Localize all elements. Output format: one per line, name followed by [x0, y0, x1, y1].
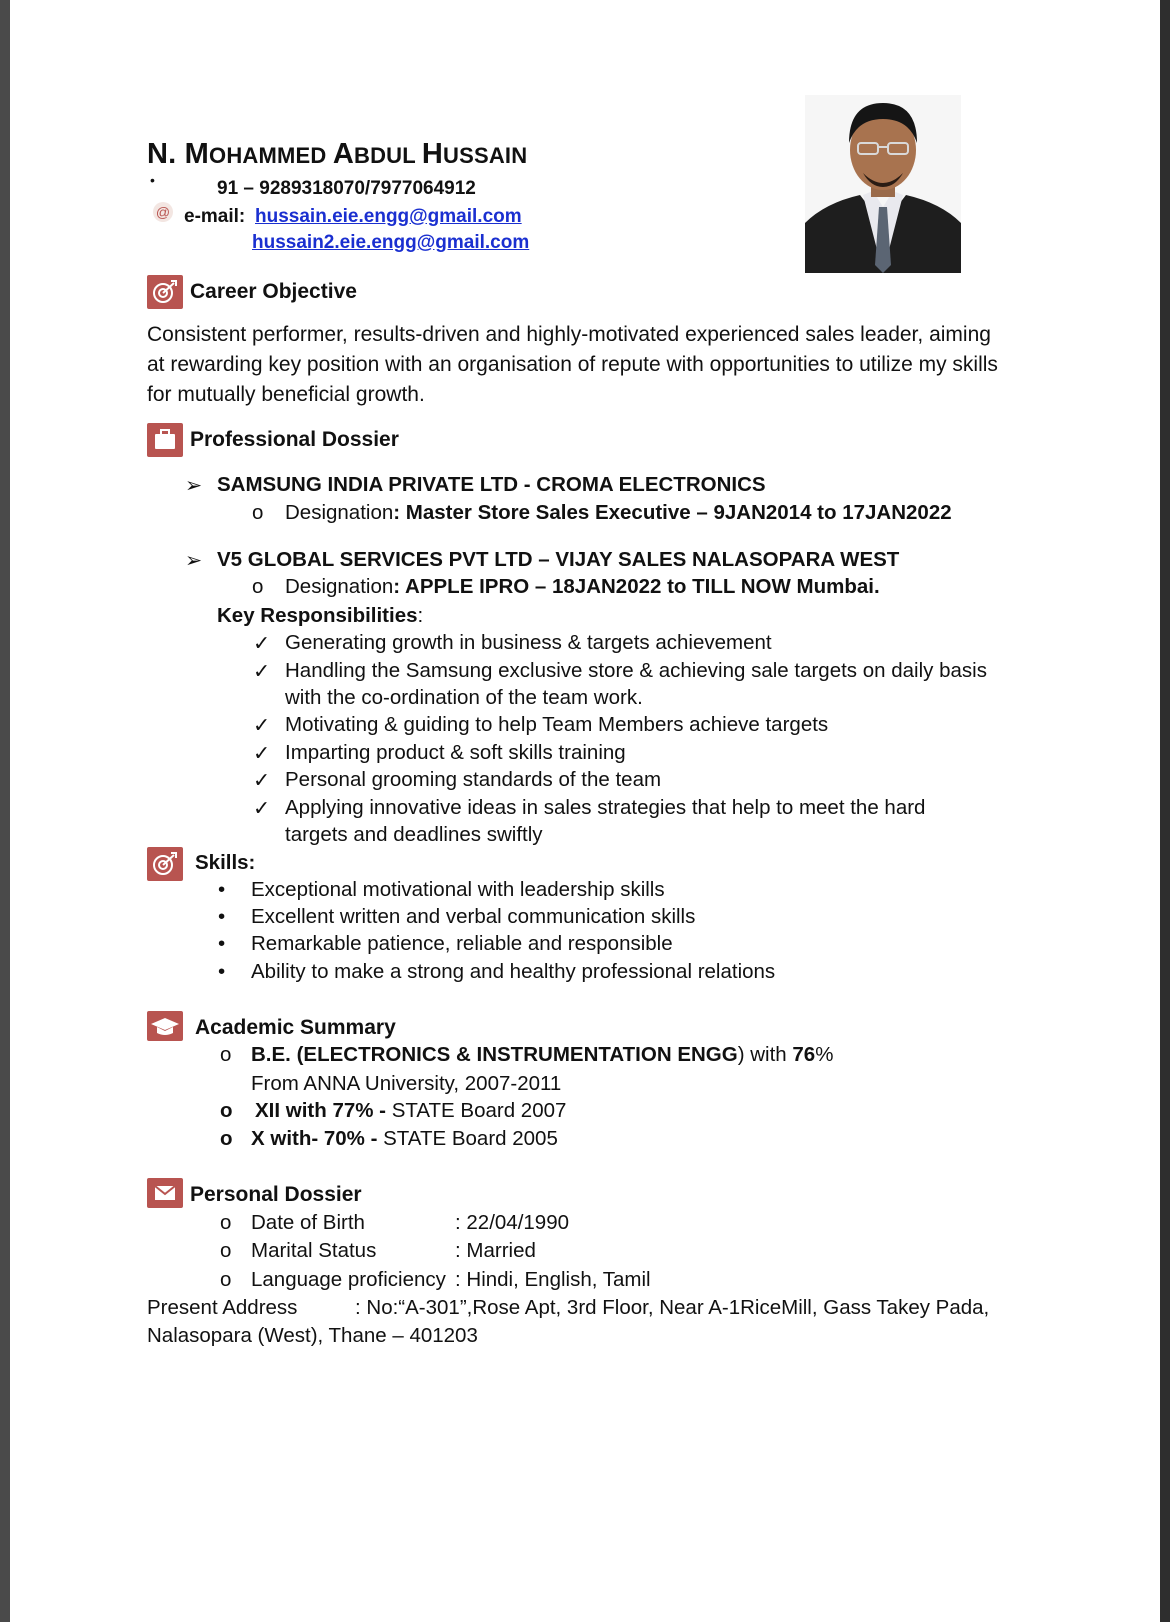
- personal-label: Language proficiency: [251, 1268, 446, 1291]
- check-icon: ✓: [253, 797, 271, 820]
- phone-bullet: •: [150, 172, 155, 188]
- dot-bullet: •: [218, 932, 226, 955]
- email-link-2[interactable]: hussain2.eie.engg@gmail.com: [252, 232, 530, 253]
- circle-bullet: o: [220, 1127, 233, 1150]
- personal-label: Date of Birth: [251, 1211, 365, 1234]
- skills-title: Skills:: [195, 851, 256, 874]
- check-icon: ✓: [253, 632, 271, 655]
- circle-bullet: o: [252, 501, 264, 524]
- profile-photo-image: [805, 95, 961, 273]
- check-icon: ✓: [253, 769, 271, 792]
- skill-item: Ability to make a strong and healthy professional relations: [251, 960, 776, 983]
- personal-dossier-title: Personal Dossier: [190, 1183, 362, 1206]
- envelope-icon: [147, 1178, 183, 1208]
- skill-item: Excellent written and verbal communication skills: [251, 905, 696, 928]
- degree-x: X with- 70% - STATE Board 2005: [251, 1127, 558, 1150]
- job-designation: Designation: APPLE IPRO – 18JAN2022 to TILL NOW Mumbai.: [285, 575, 880, 598]
- personal-value: : Hindi, English, Tamil: [455, 1268, 651, 1291]
- check-icon: ✓: [253, 714, 271, 737]
- company-name: V5 GLOBAL SERVICES PVT LTD – VIJAY SALES NALASOPARA WEST: [217, 548, 900, 571]
- email-label: e-mail:: [184, 206, 246, 227]
- briefcase-icon: [147, 423, 183, 457]
- dot-bullet: •: [218, 878, 226, 901]
- address-line-1: : No:“A-301”,Rose Apt, 3rd Floor, Near A-1RiceMill, Gass Takey Pada,: [355, 1296, 990, 1319]
- target-icon: [147, 847, 183, 881]
- skill-item: Remarkable patience, reliable and responsible: [251, 932, 673, 955]
- arrow-bullet: ➢: [185, 549, 203, 572]
- responsibility-item: Generating growth in business & targets achievement: [285, 631, 772, 654]
- degree-be: B.E. (ELECTRONICS & INSTRUMENTATION ENGG) with 76%: [251, 1043, 834, 1066]
- address-line-2: Nalasopara (West), Thane – 401203: [147, 1324, 478, 1347]
- responsibility-item-continued: with the co-ordination of the team work.: [285, 686, 643, 709]
- professional-dossier-title: Professional Dossier: [190, 428, 399, 451]
- dot-bullet: •: [218, 960, 226, 983]
- dot-bullet: •: [218, 905, 226, 928]
- arrow-bullet: ➢: [185, 474, 203, 497]
- responsibility-item: Motivating & guiding to help Team Members achieve targets: [285, 713, 829, 736]
- personal-value: : 22/04/1990: [455, 1211, 569, 1234]
- circle-bullet: o: [220, 1211, 232, 1234]
- check-icon: ✓: [253, 660, 271, 683]
- company-name: SAMSUNG INDIA PRIVATE LTD - CROMA ELECTRONICS: [217, 473, 766, 496]
- phone-number: 91 – 9289318070/7977064912: [217, 178, 476, 199]
- at-icon: @: [153, 202, 173, 222]
- responsibility-item: Applying innovative ideas in sales strategies that help to meet the hard: [285, 796, 926, 819]
- degree-be-university: From ANNA University, 2007-2011: [251, 1072, 562, 1095]
- graduation-cap-icon: [147, 1011, 183, 1041]
- responsibility-item: Personal grooming standards of the team: [285, 768, 662, 791]
- career-objective-text: Consistent performer, results-driven and highly-motivated experienced sales leader, aiming at rewarding key position with an organisation of repute with opportunities to utilize my skills for mutually beneficial growth.: [147, 323, 998, 406]
- target-icon: [147, 275, 183, 309]
- personal-value: : Married: [455, 1239, 536, 1262]
- circle-bullet: o: [220, 1268, 232, 1291]
- circle-bullet: o: [252, 575, 264, 598]
- academic-summary-title: Academic Summary: [195, 1016, 396, 1039]
- address-label: Present Address: [147, 1296, 298, 1319]
- job-designation: Designation: Master Store Sales Executive – 9JAN2014 to 17JAN2022: [285, 501, 952, 524]
- key-responsibilities-title: Key Responsibilities:: [217, 604, 424, 627]
- career-objective-title: Career Objective: [190, 280, 357, 303]
- degree-xii: XII with 77% - STATE Board 2007: [255, 1099, 567, 1122]
- skill-item: Exceptional motivational with leadership skills: [251, 878, 665, 901]
- resume-page: [10, 0, 1160, 1622]
- responsibility-item: Imparting product & soft skills training: [285, 741, 626, 764]
- circle-bullet: o: [220, 1099, 233, 1122]
- email-link-1[interactable]: hussain.eie.engg@gmail.com: [255, 206, 522, 227]
- check-icon: ✓: [253, 742, 271, 765]
- profile-photo: [805, 95, 961, 273]
- candidate-name: N. MOHAMMED ABDUL HUSSAIN: [147, 138, 528, 170]
- circle-bullet: o: [220, 1239, 232, 1262]
- circle-bullet: o: [220, 1043, 232, 1066]
- responsibility-item: Handling the Samsung exclusive store & achieving sale targets on daily basis: [285, 659, 987, 682]
- personal-label: Marital Status: [251, 1239, 377, 1262]
- page-edge: [1160, 0, 1170, 1622]
- responsibility-item-continued: targets and deadlines swiftly: [285, 823, 543, 846]
